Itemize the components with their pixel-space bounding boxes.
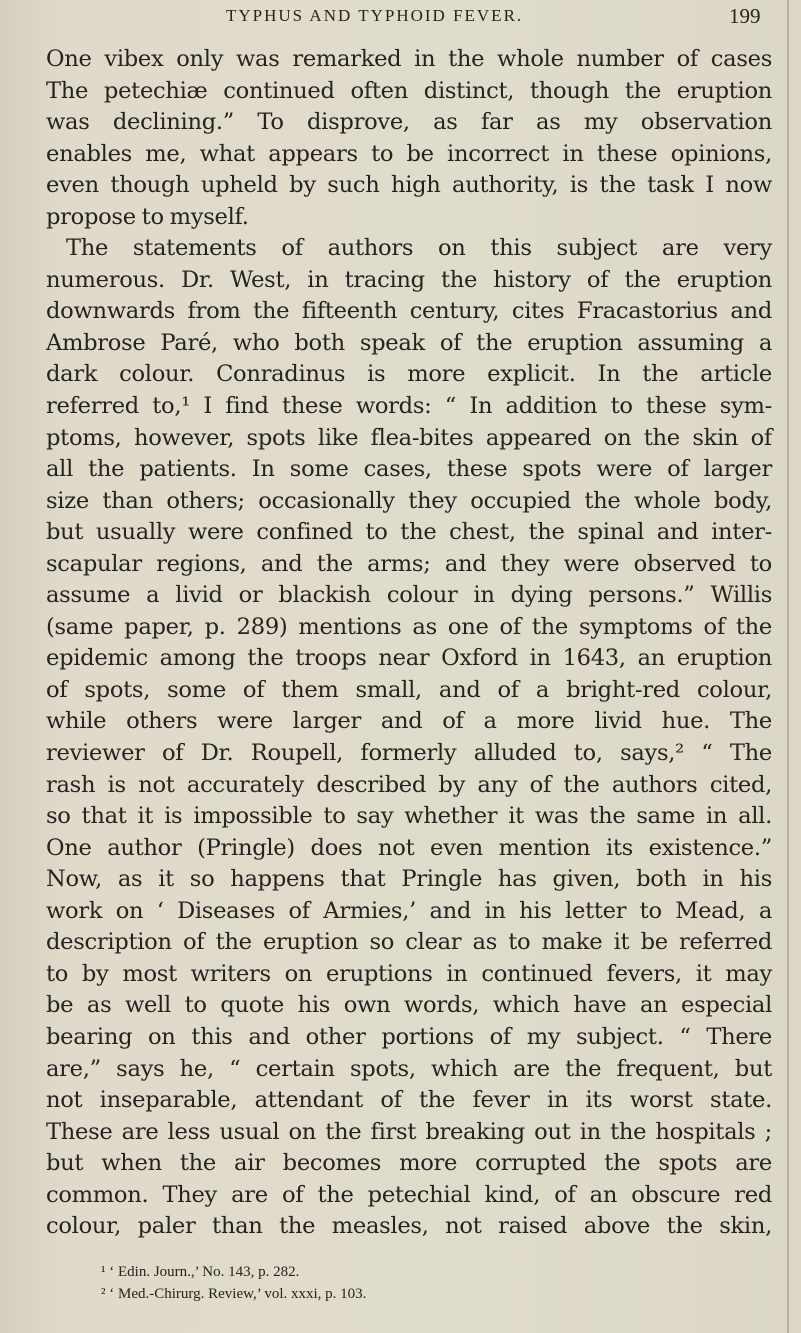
text-line: propose to myself. (46, 203, 249, 230)
text-line: scapular regions, and the arms; and they were observed to (46, 550, 772, 577)
text-line: dark colour. Conradinus is more explicit. In the article (46, 361, 772, 388)
body-text (46, 44, 772, 1243)
footnotes (101, 1261, 621, 1305)
text-line: to by most writers on eruptions in continued fevers, it may (46, 960, 772, 987)
text-line: numerous. Dr. West, in tracing the history of the eruption (46, 266, 772, 293)
text-line: description of the eruption so clear as to make it be referred (46, 929, 772, 956)
text-line: These are less usual on the first breaking out in the hospitals ; (46, 1118, 772, 1145)
running-head-title: TYPHUS AND TYPHOID FEVER. (226, 6, 524, 25)
footnote: ² ‘ Med.-Chirurg. Review,’ vol. xxxi, p. 103. (101, 1286, 367, 1302)
text-line: was declining.” To disprove, as far as my observation (46, 109, 772, 136)
text-line: One vibex only was remarked in the whole number of cases (46, 46, 772, 72)
text-line: assume a livid or blackish colour in dying persons.” Willis (46, 582, 772, 609)
text-line: rash is not accurately described by any of the authors cited, (46, 771, 772, 798)
text-line: all the patients. In some cases, these spots were of larger (46, 456, 772, 483)
text-line: reviewer of Dr. Roupell, formerly alluded to, says,² “ The (46, 740, 772, 767)
text-line: downwards from the fifteenth century, cites Fracastorius and (46, 298, 772, 325)
text-line: referred to,¹ I find these words: “ In addition to these sym- (46, 393, 772, 420)
text-line: are,” says he, “ certain spots, which are the frequent, but (46, 1055, 772, 1082)
text-line: but usually were confined to the chest, the spinal and inter- (46, 519, 772, 546)
footnote: ¹ ‘ Edin. Journ.,’ No. 143, p. 282. (101, 1264, 300, 1280)
text-line: not inseparable, attendant of the fever in its worst state. (46, 1087, 772, 1114)
text-line: bearing on this and other portions of my subject. “ There (46, 1023, 772, 1050)
page-number: 199 (729, 4, 761, 28)
text-line: One author (Pringle) does not even mention its existence.” (46, 834, 772, 861)
text-line: ptoms, however, spots like flea-bites appeared on the skin of (46, 424, 772, 451)
text-line: size than others; occasionally they occupied the whole body, (46, 487, 772, 514)
text-line: The statements of authors on this subject are very (66, 235, 772, 262)
text-line: work on ‘ Diseases of Armies,’ and in his letter to Mead, a (46, 897, 772, 924)
running-head (60, 4, 780, 34)
text-line: even though upheld by such high authority, is the task I now (46, 172, 772, 199)
text-line: be as well to quote his own words, which have an especial (46, 992, 772, 1019)
text-line: colour, paler than the measles, not raised above the skin, (46, 1213, 772, 1240)
text-line: enables me, what appears to be incorrect in these opinions, (46, 140, 772, 167)
text-line: The petechiæ continued often distinct, though the eruption (46, 77, 772, 104)
page-edge (787, 0, 789, 1333)
text-line: (same paper, p. 289) mentions as one of the symptoms of the (46, 613, 772, 640)
text-line: while others were larger and of a more livid hue. The (46, 708, 772, 735)
text-line: but when the air becomes more corrupted the spots are (46, 1150, 772, 1177)
text-line: Now, as it so happens that Pringle has given, both in his (46, 866, 772, 893)
text-line: Ambrose Paré, who both speak of the eruption assuming a (46, 329, 772, 356)
text-line: common. They are of the petechial kind, of an obscure red (46, 1181, 772, 1208)
text-line: of spots, some of them small, and of a bright-red colour, (46, 676, 772, 703)
text-line: epidemic among the troops near Oxford in 1643, an eruption (46, 645, 772, 672)
text-line: so that it is impossible to say whether it was the same in all. (46, 803, 772, 830)
